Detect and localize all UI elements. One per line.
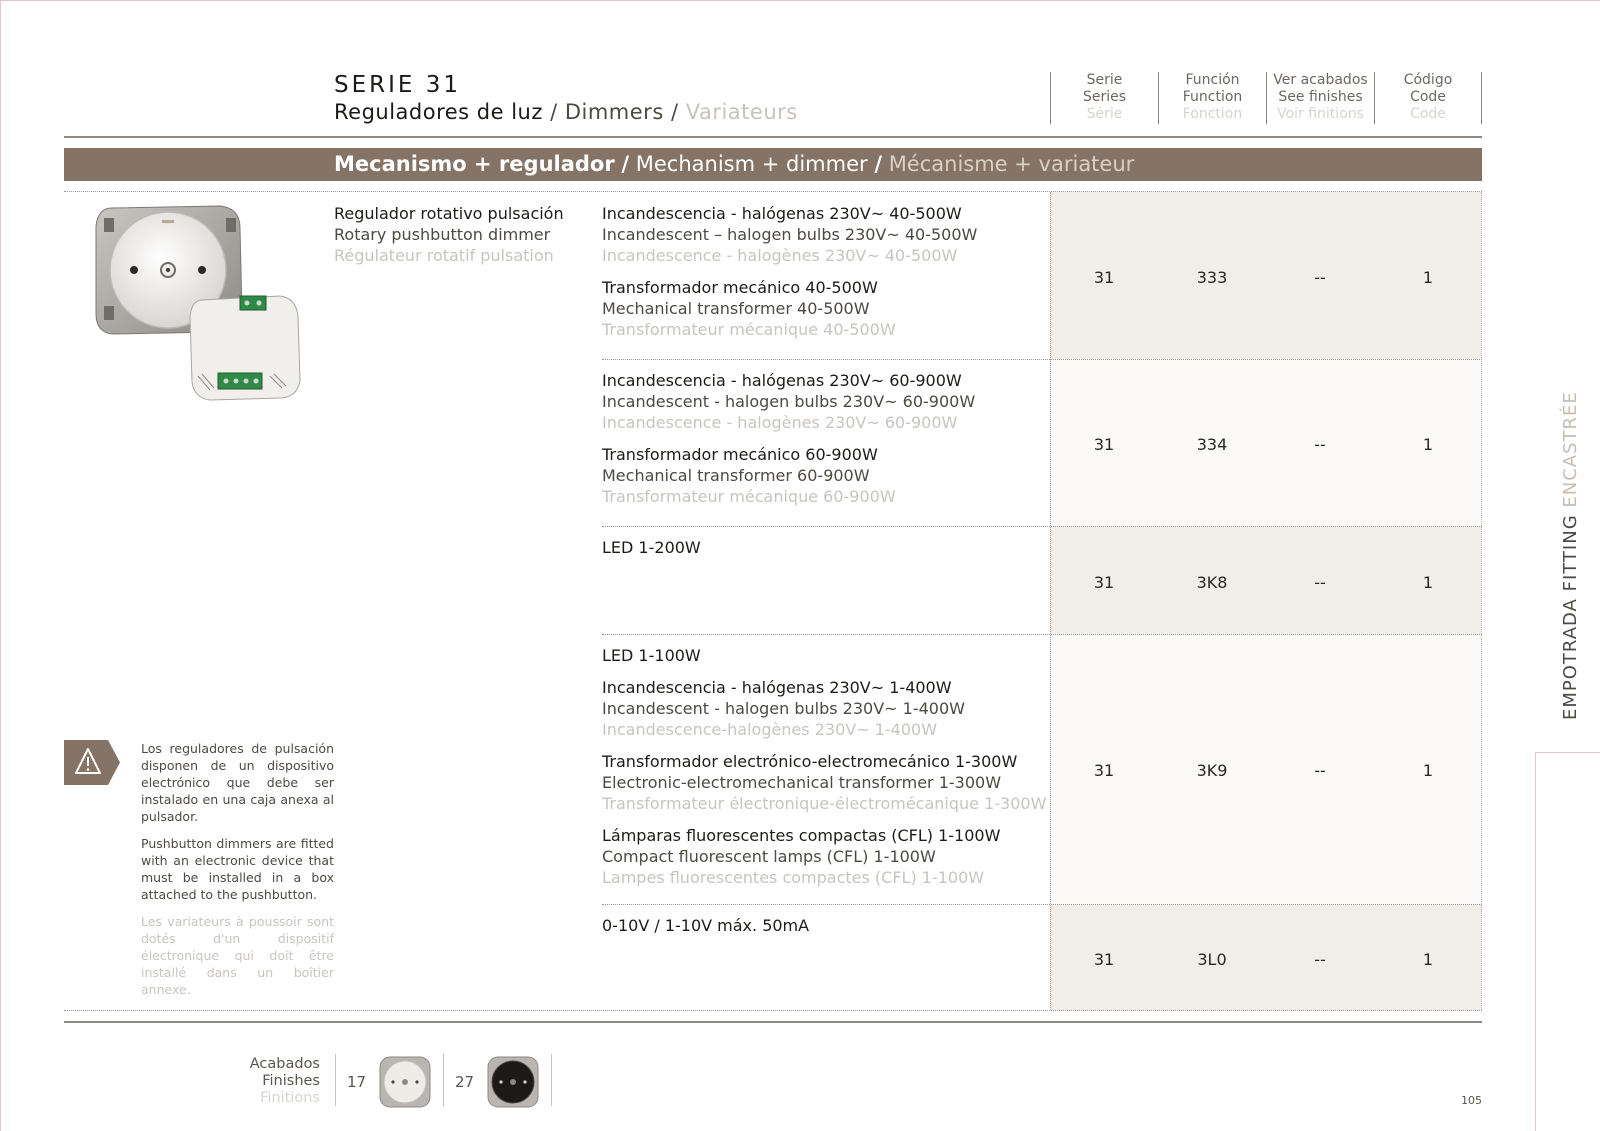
spec-es: Incandescencia - halógenas 230V~ 60-900W xyxy=(602,371,962,390)
spec-group xyxy=(602,277,977,340)
finishes-divider xyxy=(551,1054,552,1106)
side-tag-secondary: ENCASTRÉE xyxy=(1560,391,1581,508)
section-heading-es: Mecanismo + regulador xyxy=(334,152,615,176)
footer-rule xyxy=(64,1021,1482,1023)
finish-swatch-white xyxy=(378,1055,432,1109)
cell-finishes: -- xyxy=(1314,435,1326,454)
row-description xyxy=(602,645,1046,899)
column-header-es: Ver acabados xyxy=(1273,72,1368,88)
column-header-es: Código xyxy=(1403,72,1453,88)
product-name xyxy=(334,203,564,266)
spec-group xyxy=(602,203,977,266)
section-heading-en: Mechanism + dimmer xyxy=(635,152,868,176)
header-rule xyxy=(64,136,1482,138)
finish-swatch-black xyxy=(486,1055,540,1109)
subtitle-es: Reguladores de luz xyxy=(334,100,543,124)
table-column-headers xyxy=(1050,72,1482,124)
cell-code: 1 xyxy=(1422,761,1434,780)
cell-function: 3K9 xyxy=(1196,761,1228,780)
column-header-fr: Série xyxy=(1086,106,1123,122)
spec-es: LED 1-200W xyxy=(602,538,701,557)
finishes-label-fr: Finitions xyxy=(260,1090,320,1106)
page-edge-top xyxy=(0,0,1600,1)
finishes-divider xyxy=(335,1054,336,1106)
cell-code: 1 xyxy=(1422,573,1434,592)
spec-group xyxy=(602,751,1046,814)
spec-en: Mechanical transformer 40-500W xyxy=(602,299,870,318)
cell-finishes: -- xyxy=(1314,950,1326,969)
page-subtitle xyxy=(334,100,798,124)
spec-group xyxy=(602,645,1046,666)
spec-es: 0-10V / 1-10V máx. 50mA xyxy=(602,916,810,935)
subtitle-fr: Variateurs xyxy=(685,100,798,124)
row-description xyxy=(602,203,977,351)
warning-text-es: Los reguladores de pulsación disponen de un dispositivo electrónico que debe ser instalado en una caja anexa al pulsador. xyxy=(141,741,334,824)
spec-group xyxy=(602,825,1046,888)
cell-finishes: -- xyxy=(1314,761,1326,780)
column-header-fr: Code xyxy=(1410,106,1446,122)
column-header-code xyxy=(1374,72,1482,124)
table-bottom-divider xyxy=(64,1010,1482,1011)
series-title: SERIE 31 xyxy=(334,72,462,98)
section-separator: / xyxy=(621,152,630,176)
side-tag-primary: EMPOTRADA FITTING xyxy=(1560,514,1581,720)
spec-group xyxy=(602,537,701,558)
column-header-en: Code xyxy=(1410,89,1446,105)
section-side-tag xyxy=(1560,391,1581,720)
spec-group xyxy=(602,915,809,936)
spec-group xyxy=(602,677,1046,740)
spec-es: Transformador mecánico 60-900W xyxy=(602,445,878,464)
product-name-en: Rotary pushbutton dimmer xyxy=(334,225,551,244)
finishes-divider xyxy=(443,1054,444,1106)
cell-function: 334 xyxy=(1196,435,1228,454)
section-separator: / xyxy=(874,152,882,176)
spec-group xyxy=(602,444,975,507)
column-header-fr: Voir finitions xyxy=(1277,106,1364,122)
finish-code: 27 xyxy=(455,1073,475,1091)
cell-code: 1 xyxy=(1422,950,1434,969)
column-header-en: Series xyxy=(1082,89,1127,105)
cell-series: 31 xyxy=(1093,950,1115,969)
product-name-fr: Régulateur rotatif pulsation xyxy=(334,246,554,265)
spec-fr: Incandescence-halogènes 230V~ 1-400W xyxy=(602,720,938,739)
spec-en: Mechanical transformer 60-900W xyxy=(602,466,870,485)
subtitle-separator: / xyxy=(550,100,558,124)
page-number: 105 xyxy=(1461,1094,1482,1107)
spec-fr: Transformateur mécanique 60-900W xyxy=(602,487,896,506)
spec-en: Incandescent - halogen bulbs 230V~ 60-900W xyxy=(602,392,976,411)
finish-code: 17 xyxy=(347,1073,367,1091)
spec-es: Incandescencia - halógenas 230V~ 1-400W xyxy=(602,678,952,697)
table-right-border xyxy=(1481,192,1482,1010)
column-header-fr: Fonction xyxy=(1182,106,1243,122)
spec-en: Compact fluorescent lamps (CFL) 1-100W xyxy=(602,847,936,866)
column-header-series xyxy=(1050,72,1158,124)
cell-finishes: -- xyxy=(1314,268,1326,287)
spec-fr: Transformateur mécanique 40-500W xyxy=(602,320,896,339)
table-column-divider xyxy=(1050,192,1051,1010)
cell-function: 3K8 xyxy=(1196,573,1228,592)
side-tab-border xyxy=(1535,752,1600,753)
spec-fr: Lampes fluorescentes compactes (CFL) 1-100W xyxy=(602,868,985,887)
column-header-function xyxy=(1158,72,1266,124)
column-header-es: Serie xyxy=(1086,72,1123,88)
cell-series: 31 xyxy=(1093,573,1115,592)
side-tab-border xyxy=(1535,752,1536,1131)
cell-series: 31 xyxy=(1093,761,1115,780)
product-name-es: Regulador rotativo pulsación xyxy=(334,204,564,223)
warning-note xyxy=(141,740,334,1008)
page-edge-left xyxy=(0,0,1,1131)
spec-fr: Incandescence - halogènes 230V~ 60-900W xyxy=(602,413,958,432)
cell-series: 31 xyxy=(1093,268,1115,287)
column-header-en: Function xyxy=(1182,89,1243,105)
spec-es: Incandescencia - halógenas 230V~ 40-500W xyxy=(602,204,962,223)
spec-es: LED 1-100W xyxy=(602,646,701,665)
cell-finishes: -- xyxy=(1314,573,1326,592)
finishes-label-es: Acabados xyxy=(249,1056,320,1072)
column-header-en: See finishes xyxy=(1278,89,1363,105)
spec-group xyxy=(602,370,975,433)
row-description xyxy=(602,915,809,947)
row-description xyxy=(602,370,975,518)
section-heading-bar xyxy=(64,148,1482,181)
column-header-finishes xyxy=(1266,72,1374,124)
warning-triangle-icon xyxy=(64,740,120,785)
product-photo-dimmer xyxy=(90,200,310,410)
cell-code: 1 xyxy=(1422,435,1434,454)
spec-es: Transformador electrónico-electromecánico 1-300W xyxy=(602,752,1018,771)
subtitle-en: Dimmers xyxy=(564,100,664,124)
cell-code: 1 xyxy=(1422,268,1434,287)
cell-function: 3L0 xyxy=(1197,950,1227,969)
spec-en: Incandescent - halogen bulbs 230V~ 1-400W xyxy=(602,699,965,718)
warning-text-fr: Les variateurs à poussoir sont dotés d'un dispositif électronique qui doit être installé dans un boîtier annexe. xyxy=(141,914,334,997)
spec-fr: Transformateur électronique-électromécanique 1-300W xyxy=(602,794,1047,813)
spec-fr: Incandescence - halogènes 230V~ 40-500W xyxy=(602,246,958,265)
spec-en: Incandescent – halogen bulbs 230V~ 40-500W xyxy=(602,225,978,244)
column-header-es: Función xyxy=(1185,72,1240,88)
spec-es: Lámparas fluorescentes compactas (CFL) 1-100W xyxy=(602,826,1001,845)
warning-text-en: Pushbutton dimmers are fitted with an electronic device that must be installed in a box attached to the pushbutton. xyxy=(141,836,334,902)
section-heading-fr: Mécanisme + variateur xyxy=(888,152,1135,176)
row-divider xyxy=(602,526,1482,527)
finishes-label xyxy=(230,1056,320,1107)
row-divider xyxy=(602,904,1482,905)
spec-en: Electronic-electromechanical transformer 1-300W xyxy=(602,773,1002,792)
finishes-label-en: Finishes xyxy=(262,1073,320,1089)
row-divider xyxy=(602,359,1482,360)
page-title-block xyxy=(334,72,798,124)
spec-es: Transformador mecánico 40-500W xyxy=(602,278,878,297)
row-description xyxy=(602,537,701,569)
cell-series: 31 xyxy=(1093,435,1115,454)
subtitle-separator: / xyxy=(670,100,679,124)
row-divider xyxy=(602,634,1482,635)
cell-function: 333 xyxy=(1196,268,1228,287)
